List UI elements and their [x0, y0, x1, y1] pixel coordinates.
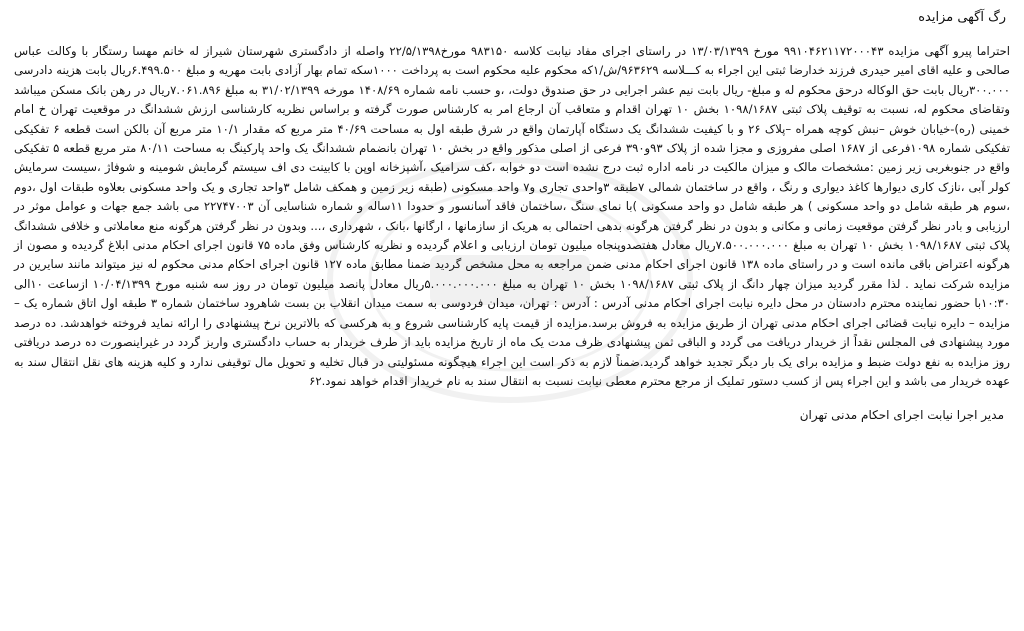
notice-signature: مدیر اجرا نیابت اجرای احکام مدنی تهران — [799, 408, 1004, 423]
notice-title: رگ آگهی مزایده — [918, 10, 1006, 25]
notice-body: احتراما پیرو آگهی مزایده ۹۹۱۰۴۶۲۱۱۷۲۰۰۰۴۳ مورخ ۱۳/۰۳/۱۳۹۹ در راستای اجرای مفاد نیابت کلاسه ۹۸۳۱۵۰ مورخ۲۲/۵/۱۳۹۸ واصله از دادگستری شهرستان شیراز له خانم مهسا رستگار با وکالت عباس صالحی و علیه اقای امیر حیدری فرزند خدارضا ثبتی این اجراء به کـــلاسه ۹۶۳۶۲۹/ش/۱که محکوم علیه محکوم است به پرداخت ۱۰۰۰سکه تمام بهار آزادی بابت مهریه و مبلغ ۶.۴۹۹.۵۰۰ریال بابت هزینه دادرسی ۳۰۰.۰۰۰ریال بابت حق الوکاله درحق محکوم له و مبلغ- ریال بابت نیم عشر اجرایی در حق صندوق دولت، ،و حسب نامه شماره ۱۴۰۸/۶۹ مورخه ۳۱/۰۲/۱۳۹۹ به مبلغ ۷.۰۶۱.۸۹۶ریال در رهن بانک مسکن میباشد وتقاضای محکوم له، نسبت به توقیف پلاک ثبتی ۱۰۹۸/۱۶۸۷ بخش ۱۰ تهران اقدام و متعاقب آن ارجاع امر به کارشناس صورت گرفته و براساس نظریه کارشناسی ارزش ششدانگ در موقعیت تهران خ امام خمینی (ره)-خیابان خوش –نبش کوچه همراه –پلاک ۲۶ و با کیفیت ششدانگ یک دستگاه آپارتمان واقع در شرق طبقه اول به مساحت ۴۰/۶۹ متر مربع که مقدار ۱۰/۱ متر مربع آن بالکن است قطعه ۶ تفکیکی تفکیکی شماره ۱۰۹۸فرعی از ۱۶۸۷ اصلی مفروزی و مجزا شده از پلاک ۹۳و۳۹۰ فرعی از اصلی مذکور واقع در بخش ۱۰ تهران بانضمام ششدانگ یک واحد پارکینگ به مساحت ۸۰/۱۱ متر مربع قطعه ۵ تفکیکی واقع در جنوبغربی زیر زمین :مشخصات مالک و میزان مالکیت در نامه اداره ثبت درج نشده است دو خوابه ،کف سرامیک ،آشپزخانه اوپن با کابینت دی اف سیستم گرمایش شومینه و شوفاژ ،سیست سرمایش کولر آبی ،نازک کاری دیوارها کاغذ دیواری و رنگ ، واقع در ساختمان شمالی ۷طبقه ۳واحدی تجاری و۷ واحد مسکونی (طبقه زیر زمین و همکف شامل ۳واحد تجاری و یک واحد مسکونی بعلاوه طبقات اول ،دوم ،سوم هر طبقه شامل دو واحد مسکونی ) هر طبقه شامل دو واحد مسکونی )با نمای سنگ ،ساختمان فاقد آسانسور و حدودا ۱۱ساله و شماره شناسایی آن ۲۲۷۴۷۰۰۳ می باشد جمع جهات و عوامل موثر در ارزیابی و بادر نظر گرفتن موقعیت زمانی و مکانی و بدون در نظر گرفتن هرگونه بدهی احتمالی به هریک از سازمانها ، ارگانها ،بانک ، شهرداری ،... وبدون در نظر گرفتن هرگونه منع معاملاتی و خلافی ششدانگ پلاک ثبتی ۱۰۹۸/۱۶۸۷ بخش ۱۰ تهران به مبلغ ۷.۵۰۰.۰۰۰.۰۰۰ریال معادل هفتصدوپنجاه میلیون تومان ارزیابی و اعلام گردیده و نظریه کارشناس وفق ماده ۷۵ قانون اجرای احکام مدنی ابلاغ گردیده و مصون از هرگونه اعتراض باقی مانده است و در راستای ماده ۱۳۸ قانون اجرای احکام مدنی ضمن مراجعه به محل مشخص گردید ضمنا مطابق ماده ۱۲۷ قانون اجرای احکام مدنی محکوم له نیز میتواند مانند سایرین در مزایده شرکت نماید . لذا مقرر گردید میزان چهار دانگ از پلاک ثبتی ۱۰۹۸/۱۶۸۷ بخش ۱۰ تهران به مبلغ ۵.۰۰۰.۰۰۰.۰۰۰ریال معادل پانصد میلیون تومان در روز سه شنبه مورخ ۱۰/۰۴/۱۳۹۹ ازساعت ۱۰الی ۱۰:۳۰با حضور نماینده محترم دادستان در محل دایره نیابت اجرای احکام مدنی آدرس : آدرس : تهران، میدان فردوسی به سمت میدان انقلاب بن بست شاهرود ساختمان شماره ۳ طبقه اول اتاق شماره یک –مزایده – دایره نیابت قضائی اجرای احکام مدنی تهران از طریق مزایده به فروش برسد.مزایده از قیمت پایه کارشناسی شروع و به هرکسی که بالاترین نرخ پیشنهادی را ارائه نماید فروخته خواهدشد. ده درصد مورد پیشنهادی فی المجلس نقداً از خریدار دریافت می گردد و الباقی ثمن پیشنهادی ظرف مدت یک ماه از تاریخ مزایده باید از طرف خریدار به حساب دادگستری واریز گردد در غیراینصورت ده درصد دریافتی روز مزایده به نفع دولت ضبط و مزایده برای یک بار دیگر تجدید خواهد گردید.ضمناً لازم به ذکر است این اجراء هیچگونه مسئولیتی در قبال تخلیه و تحویل مال توقیفی ندارد و کلیه هزینه های نقل انتقال سند به عهده خریدار می باشد و این اجراء پس از کسب دستور تملیک از مرجع محترم معطی نیابت نسبت به انتقال سند به نام خریدار اقدام خواهد نمود.۶۲ — [14, 44, 1011, 388]
